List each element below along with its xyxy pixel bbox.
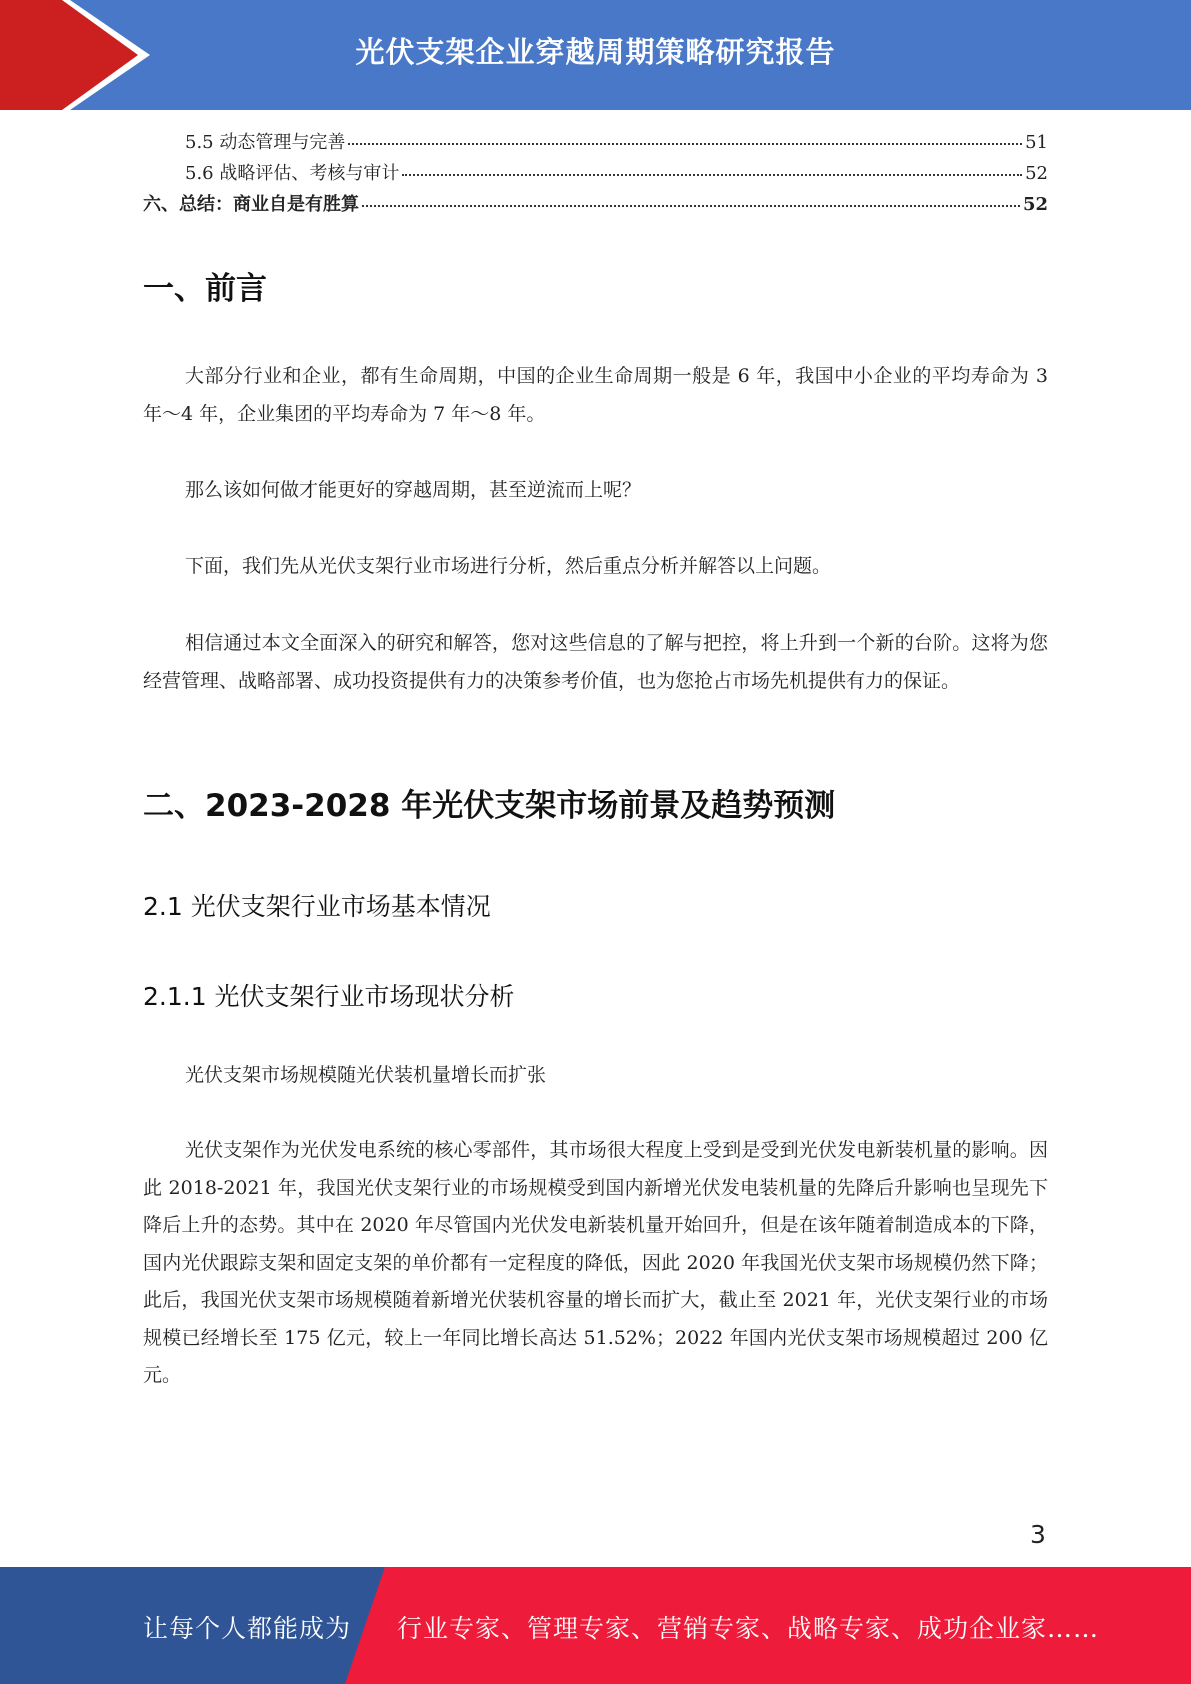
toc-leader-dots — [348, 143, 1022, 145]
toc-entry[interactable] — [143, 128, 1048, 159]
toc-entry-page: 52 — [1025, 163, 1048, 184]
toc-entry-page: 52 — [1022, 194, 1048, 215]
subsubsection-heading: 2.1.1 光伏支架行业市场现状分析 — [143, 982, 515, 1011]
paragraph: 那么该如何做才能更好的穿越周期，甚至逆流而上呢？ — [185, 479, 642, 501]
toc-entry-page: 51 — [1025, 132, 1048, 153]
report-footer — [0, 1567, 1191, 1684]
paragraph: 下面，我们先从光伏支架行业市场进行分析，然后重点分析并解答以上问题。 — [185, 555, 832, 577]
toc-entry[interactable] — [143, 159, 1048, 190]
page-number: 3 — [1030, 1520, 1046, 1549]
toc-leader-dots — [362, 205, 1020, 207]
toc-entry-label: 5.6 战略评估、考核与审计 — [185, 163, 400, 184]
report-title: 光伏支架企业穿越周期策略研究报告 — [355, 35, 836, 69]
footer-slogan-left: 让每个人都能成为 — [143, 1614, 352, 1643]
toc-entry[interactable] — [143, 190, 1048, 221]
paragraph: 相信通过本文全面深入的研究和解答，您对这些信息的了解与把控，将上升到一个新的台阶。这将为您经营管理、战略部署、成功投资提供有力的决策参考价值，也为您抢占市场先机提供有力的保证。 — [143, 632, 1048, 692]
toc-leader-dots — [402, 174, 1022, 176]
footer-slogan-right: 行业专家、管理专家、营销专家、战略专家、成功企业家…… — [397, 1614, 1100, 1643]
paragraph: 大部分行业和企业，都有生命周期，中国的企业生命周期一般是 6 年，我国中小企业的平均寿命为 3 年～4 年，企业集团的平均寿命为 7 年～8 年。 — [143, 365, 1048, 425]
paragraph: 光伏支架作为光伏发电系统的核心零部件，其市场很大程度上受到是受到光伏发电新装机量的影响。因此 2018-2021 年，我国光伏支架行业的市场规模受到国内新增光伏发电装机量的先降后升影响也呈现先下降后上升的态势。其中在 2020 年尽管国内光伏发电新装机量开始回升，但是在该年随着制造成本的下降，国内光伏跟踪支架和固定支架的单价都有一定程度的降低，因此 2020 年我国光伏支架市场规模仍然下降；此后，我国光伏支架市场规模随着新增光伏装机容量的增长而扩大，截止至 2021 年，光伏支架行业的市场规模已经增长至 175 亿元，较上一年同比增长高达 51.52%；2022 年国内光伏支架市场规模超过 200 亿元。 — [143, 1139, 1048, 1386]
paragraph: 光伏支架市场规模随光伏装机量增长而扩张 — [185, 1064, 547, 1086]
section-heading-forecast: 二、2023-2028 年光伏支架市场前景及趋势预测 — [143, 788, 836, 824]
section-heading-preface: 一、前言 — [143, 271, 267, 307]
toc-entry-label: 5.5 动态管理与完善 — [185, 132, 346, 153]
toc-entry-label: 六、总结：商业自是有胜算 — [143, 194, 359, 215]
report-header — [0, 0, 1191, 110]
subsection-heading: 2.1 光伏支架行业市场基本情况 — [143, 892, 491, 921]
table-of-contents — [143, 128, 1048, 221]
